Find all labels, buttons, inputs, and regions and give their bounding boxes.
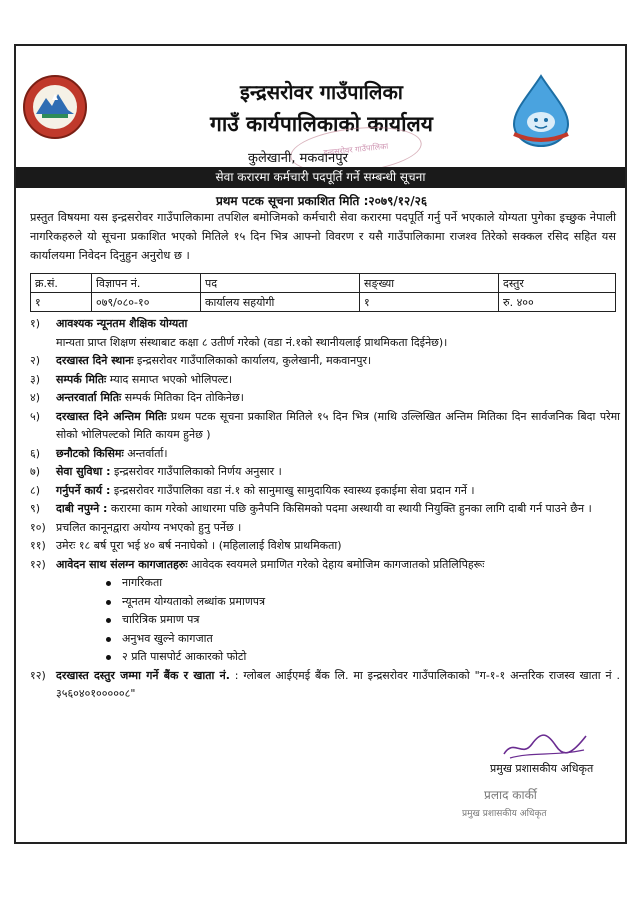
vacancy-table <box>30 273 616 312</box>
table-cell: १ <box>31 293 92 312</box>
list-item <box>30 445 620 464</box>
list-item <box>30 519 620 538</box>
item-text: करारमा काम गरेको आधारमा पछि कुनैपनि किसिमको पदमा अस्थायी वा स्थायी नियुक्ति हुनका लागि दाबी गर्न पाउने छैन । <box>107 502 592 515</box>
table-cell: रु. ४०० <box>499 293 616 312</box>
table-header-cell: दस्तुर <box>499 274 616 293</box>
table-cell: १ <box>360 293 499 312</box>
item-label: दरखास्त दिने अन्तिम मितिः <box>56 409 167 423</box>
item-number: ४) <box>30 391 41 404</box>
item-number: २) <box>30 354 41 367</box>
list-item <box>30 482 620 501</box>
item-number: ११) <box>30 539 46 552</box>
item-text: सम्पर्क मितिका दिन तोकिनेछ। <box>121 391 244 404</box>
document-item: न्यूनतम योग्यताको लब्धांक प्रमाणपत्र <box>122 593 620 612</box>
item-number: ३) <box>30 372 41 386</box>
item-label: दरखास्त दिने स्थानः <box>56 354 134 367</box>
intro-paragraph: प्रस्तुत विषयमा यस इन्द्रसरोवर गाउँपालिकामा तपशिल बमोजिमको कर्मचारी सेवा करारमा पदपूर्ति गर्नु पर्ने भएकाले योग्यता पुगेका इच्छुक नेपाली नागरिकहरुले यो सूचना प्रकाशित भएको मितिले १५ दिन भित्र आफ्नो विवरण र यसै गाउँपालिकामा राजश्व तिरेको सक्कल रसिद सहित यस कार्यालयमा निवेदन दिनुहुन अनुरोध छ । <box>30 211 616 262</box>
item-text: इन्द्रसरोवर गाउँपालिकाको निर्णय अनुसार । <box>110 465 282 478</box>
document-item: नागरिकता <box>122 574 620 593</box>
list-item <box>30 315 620 334</box>
list-item <box>30 556 620 575</box>
item-number: ६) <box>30 446 41 460</box>
list-item <box>30 500 620 519</box>
table-row <box>31 293 616 312</box>
item-label: सम्पर्क मितिः <box>56 372 107 386</box>
item-number: ७) <box>30 465 41 478</box>
org-name: इन्द्रसरोवर गाउँपालिका <box>240 80 403 104</box>
item-number: ८) <box>30 483 41 497</box>
education-detail: मान्यता प्राप्त शिक्षण संस्थाबाट कक्षा ८ उतीर्ण गरेको (वडा नं.१को स्थानीयलाई प्राथमिकता दिईनेछ)। <box>56 335 448 349</box>
stamp-role: प्रमुख प्रशासकीय अधिकृत <box>462 809 547 819</box>
office-address: कुलेखानी, मकवानपुर <box>248 151 348 166</box>
table-header-row <box>31 274 616 293</box>
office-stamp: इन्द्रसरोवर गाउँपालिका <box>288 121 424 179</box>
item-label: छनौटको किसिमः <box>56 446 124 460</box>
list-item <box>30 352 620 371</box>
table-header-cell: क्र.सं. <box>31 274 92 293</box>
item-text: : ग्लोबल आईएमई बैंक लि. मा इन्द्रसरोवर गाउँपालिकाको "ग-१-१ अन्तरिक राजस्व खाता नं . ३५६०४०१०००००८" <box>56 668 621 700</box>
table-header-cell: विज्ञापन नं. <box>92 274 201 293</box>
item-text: इन्द्रसरोवर गाउँपालिकाको कार्यालय, कुलेखानी, मकवानपुर। <box>133 354 372 367</box>
publish-date-line: प्रथम पटक सूचना प्रकाशित मिति :२०७९/१२/२६ <box>215 194 428 208</box>
item-number: ९) <box>30 502 41 515</box>
item-text: म्याद समाप्त भएको भोलिपल्ट। <box>106 372 233 386</box>
signature-icon <box>500 728 590 762</box>
item-number: १२) <box>30 668 46 682</box>
list-item <box>30 463 620 482</box>
item-text: आवेदक स्वयमले प्रमाणित गरेको देहाय बमोजिम कागजातको प्रतिलिपिहरूः <box>187 557 485 571</box>
item-text: उमेरः १८ बर्ष पूरा भई ४० बर्ष ननाघेको । (महिलालाई विशेष प्राथमिकता) <box>56 539 342 552</box>
list-item <box>30 667 620 704</box>
notice-banner: सेवा करारमा कर्मचारी पदपूर्ति गर्ने सम्बन्धी सूचना <box>16 167 625 188</box>
item-text: प्रथम पटक सूचना प्रकाशित मितिले १५ दिन भित्र (माथि उल्लिखित अन्तिम मितिका दिन सार्वजनिक बिदा परेमा सोको भोलिपल्टको मिति कायम हुनेछ ) <box>56 409 620 441</box>
item-label: आवेदन साथ संलग्न कागजातहरुः <box>56 557 188 571</box>
document-item: अनुभव खुल्ने कागजात <box>122 630 620 649</box>
item-label: आवश्यक न्यूनतम शैक्षिक योग्यता <box>56 317 188 330</box>
item-label: गर्नुपर्ने कार्य : <box>56 483 111 497</box>
item-number: ५) <box>30 409 41 423</box>
documents-list <box>30 574 620 667</box>
document-item: चारित्रिक प्रमाण पत्र <box>122 611 620 630</box>
item-label: अन्तरवार्ता मितिः <box>56 391 122 404</box>
table-cell: कार्यालय सहयोगी <box>201 293 360 312</box>
item-label: दरखास्त दस्तुर जम्मा गर्ने बैंक र खाता नं. <box>56 668 230 682</box>
item-label: सेवा सुविधा : <box>56 465 111 478</box>
list-item <box>30 408 620 445</box>
list-item <box>30 537 620 556</box>
stamp-name: प्रलाद कार्की <box>484 788 537 802</box>
item-number: १) <box>30 317 41 330</box>
office-name: गाउँ कार्यपालिकाको कार्यालय <box>210 112 433 136</box>
list-item <box>30 389 620 408</box>
signatory-title: प्रमुख प्रशासकीय अधिकृत <box>490 762 594 775</box>
document-item: २ प्रति पासपोर्ट आकारको फोटो <box>122 648 620 667</box>
item-text: प्रचलित कानूनद्वारा अयोग्य नभएको हुनु पर्नेछ । <box>56 520 242 534</box>
item-number: १०) <box>30 520 46 534</box>
table-header-cell: पद <box>201 274 360 293</box>
item-number: १२) <box>30 557 46 571</box>
table-header-cell: सङ्ख्या <box>360 274 499 293</box>
requirements-list <box>30 315 620 704</box>
item-label: दाबी नपुग्ने : <box>56 502 108 515</box>
table-cell: ०७९/०८०-१० <box>92 293 201 312</box>
item-text: इन्द्रसरोवर गाउँपालिका वडा नं.१ को सानुमाखु सामुदायिक स्वास्थ्य इकाईमा सेवा प्रदान गर्ने । <box>110 483 475 497</box>
item-text: अन्तर्वार्ता। <box>123 446 168 460</box>
list-item <box>30 371 620 390</box>
